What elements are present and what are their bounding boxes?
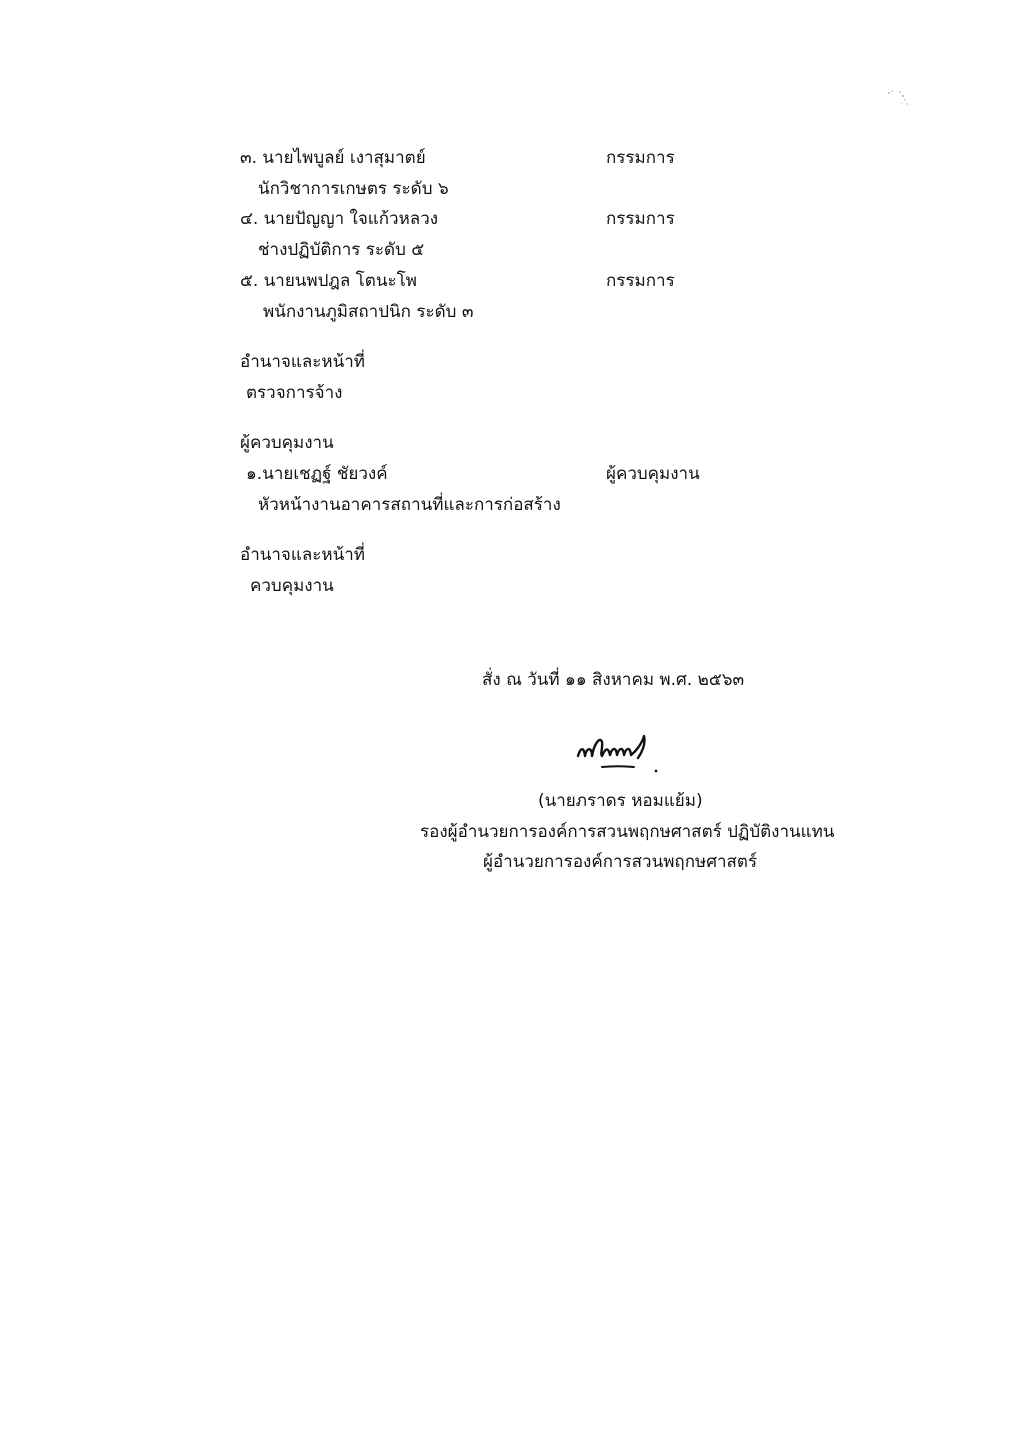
handwritten-signature (572, 722, 668, 780)
supervisor-duty-text: ควบคุมงาน (250, 576, 334, 596)
supervisor-heading: ผู้ควบคุมงาน (240, 433, 334, 453)
supervisor-position: หัวหน้างานอาคารสถานที่และการก่อสร้าง (258, 495, 561, 515)
supervisor-role: ผู้ควบคุมงาน (606, 464, 700, 484)
member-3-role: กรรมการ (606, 148, 675, 168)
signatory-title-line2: ผู้อำนวยการองค์การสวนพฤกษศาสตร์ (483, 852, 758, 872)
member-4-role: กรรมการ (606, 209, 675, 229)
signatory-title-line1: รองผู้อำนวยการองค์การสวนพฤกษศาสตร์ ปฏิบัติงานแทน (420, 822, 835, 842)
member-4-name: ๔. นายปัญญา ใจแก้วหลวง (240, 209, 439, 229)
committee-duty-text: ตรวจการจ้าง (246, 383, 343, 403)
member-5-position: พนักงานภูมิสถาปนิก ระดับ ๓ (263, 302, 474, 322)
member-5-name: ๕. นายนพปฎล โตนะโพ (240, 271, 417, 291)
committee-duty-heading: อำนาจและหน้าที่ (240, 352, 365, 372)
supervisor-name: ๑.นายเชฏฐ์ ชัยวงค์ (246, 464, 388, 484)
signatory-name: (นายภราดร หอมแย้ม) (538, 791, 703, 811)
member-3-position: นักวิชาการเกษตร ระดับ ๖ (258, 179, 449, 199)
order-date: สั่ง ณ วันที่ ๑๑ สิงหาคม พ.ศ. ๒๕๖๓ (482, 670, 745, 690)
supervisor-duty-heading: อำนาจและหน้าที่ (240, 545, 365, 565)
scan-speck-mark (885, 88, 911, 108)
member-5-role: กรรมการ (606, 271, 675, 291)
member-3-name: ๓. นายไพบูลย์ เงาสุมาตย์ (240, 148, 426, 168)
member-4-position: ช่างปฏิบัติการ ระดับ ๕ (258, 240, 425, 260)
